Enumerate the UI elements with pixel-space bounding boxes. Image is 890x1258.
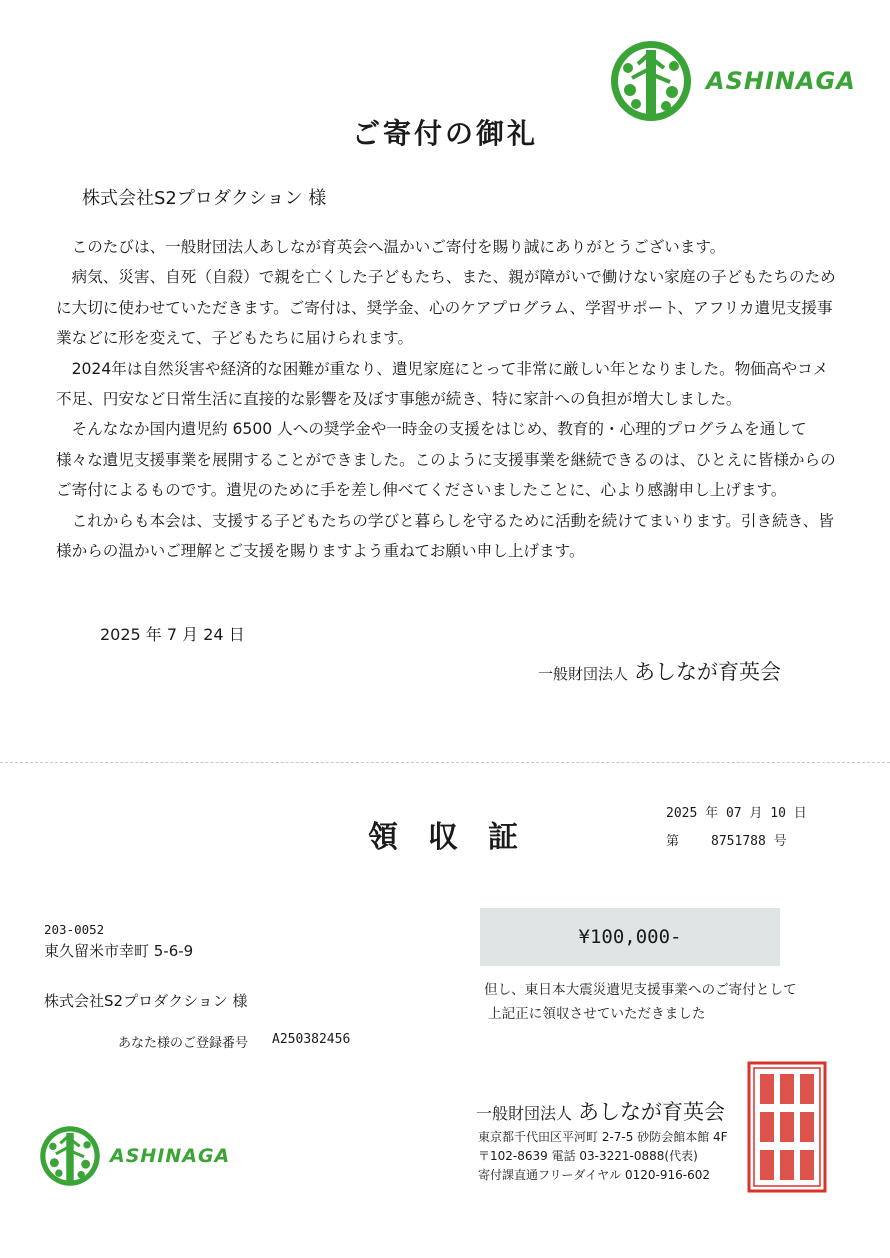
letter-signature	[538, 656, 781, 686]
receipt-date: 2025 年 07 月 10 日	[666, 806, 807, 821]
letter-date: 2025 年 7 月 24 日	[100, 625, 245, 644]
amount-box	[480, 908, 780, 966]
letter-body	[56, 232, 836, 566]
letter-title: ご寄付の御礼	[351, 117, 538, 150]
logo-wordmark: ASHINAGA	[110, 1145, 231, 1167]
donor-address: 東久留米市幸町 5-6-9	[44, 942, 194, 960]
issuer-freedial: 寄付課直通フリーダイヤル 0120-916-602	[478, 1168, 710, 1182]
issuer-address: 東京都千代田区平河町 2-7-5 砂防会館本館 4F	[478, 1130, 728, 1144]
receipt-number	[666, 830, 787, 849]
official-seal-stamp	[746, 1060, 828, 1194]
amount-value: ¥100,000-	[578, 926, 682, 948]
issuer-prefix: 一般財団法人	[476, 1104, 573, 1123]
receipt-note-purpose: 但し、東日本大震災遺児支援事業へのご寄付として	[484, 982, 797, 998]
receipt-number-value: 8751788 号	[711, 834, 787, 849]
letter-recipient: 株式会社S2プロダクション 様	[82, 188, 327, 209]
receipt-note-confirmation: 上記正に領収させていただきました	[488, 1006, 706, 1022]
letter-paragraph: このたびは、一般財団法人あしなが育英会へ温かいご寄付を賜り誠にありがとうございます。	[71, 238, 726, 256]
registration-value: A250382456	[272, 1032, 351, 1047]
letter-paragraph: 2024年は自然災害や経済的な困難が重なり、遺児家庭にとって非常に厳しい年となりました。物価高やコメ不足、円安など日常生活に直接的な影響を及ぼす事態が続き、特に家計への負担が増大しました。	[56, 359, 829, 409]
letter-paragraph: 病気、災害、自死（自殺）で親を亡くした子どもたち、また、親が障がいで働けない家庭の子どもたちのために大切に使わせていただきます。ご寄付は、奨学金、心のケアプログラム、学習サポート、アフリカ遺児支援事業などに形を変えて、子どもたちに届けられます。	[56, 268, 836, 348]
postal-code: 203-0052	[44, 922, 105, 937]
org-prefix: 一般財団法人	[538, 665, 629, 683]
registration-number	[118, 1032, 350, 1051]
logo-wordmark: ASHINAGA	[706, 67, 856, 95]
ashinaga-logo-small	[38, 1124, 230, 1188]
receipt-recipient: 株式会社S2プロダクション 様	[44, 992, 248, 1010]
receipt-title: 領収証	[368, 820, 548, 855]
receipt-number-label: 第	[666, 834, 680, 849]
tree-emblem-icon	[38, 1124, 102, 1188]
issuer-phone: 〒102-8639 電話 03-3221-0888(代表)	[478, 1149, 698, 1163]
letter-paragraph: そんななか国内遺児約 6500 人への奨学金や一時金の支援をはじめ、教育的・心理的プログラムを通して様々な遺児支援事業を展開することができました。このように支援事業を継続できるのは、ひとえに皆様からのご寄付によるものです。遺児のために手を差し伸べてくださいましたことに、心より感謝申し上げます。	[56, 420, 836, 500]
perforation-line	[0, 762, 890, 763]
org-name: あしなが育英会	[634, 660, 782, 684]
issuer-name: あしなが育英会	[578, 1100, 726, 1124]
registration-label: あなた様のご登録番号	[118, 1036, 249, 1051]
letter-paragraph: これからも本会は、支援する子どもたちの学びと暮らしを守るために活動を続けてまいります。引き続き、皆様からの温かいご理解とご支援を賜りますよう重ねてお願い申し上げます。	[56, 511, 834, 561]
receipt-issuer	[476, 1096, 725, 1126]
